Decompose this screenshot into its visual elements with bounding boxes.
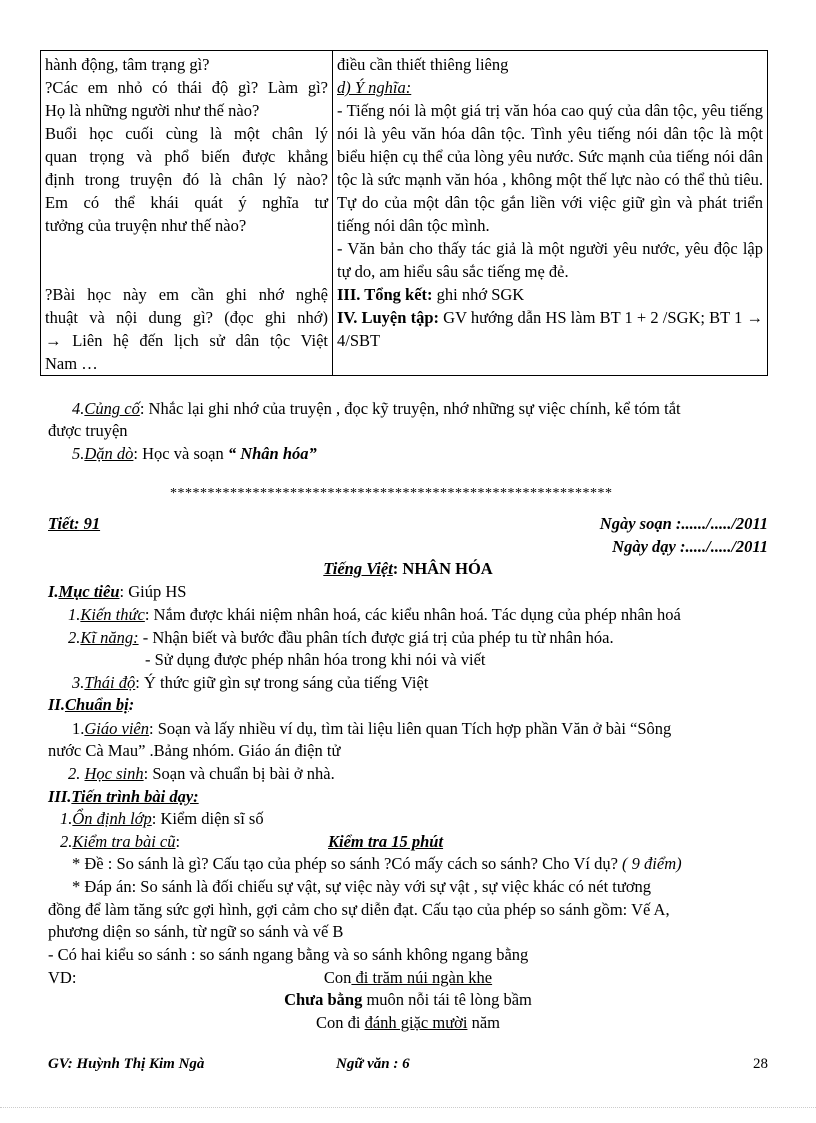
answers-column — [333, 51, 768, 376]
question-line: tưởng của truyện như thế nào? — [45, 216, 247, 235]
student-prep-line: 2. Học sinh: Soạn và chuẩn bị bài ở nhà. — [68, 764, 335, 783]
homework-topic: “ Nhân hóa” — [227, 444, 317, 463]
answer-intro: điều cần thiết thiêng liêng — [337, 55, 509, 74]
homework-line: 5.Dặn dò: Học và soạn “ Nhân hóa” — [72, 444, 317, 463]
page-title: Tiếng Việt: NHÂN HÓA — [323, 559, 493, 578]
poem-line-3: Con đi đánh giặc mười năm — [315, 1013, 501, 1032]
question-line: → Liên hệ đến lịch sử dân tộc Việt — [45, 331, 328, 350]
summary-text: ghi nhớ SGK — [432, 285, 525, 304]
objectives-heading: I.Mục tiêu: Giúp HS — [48, 582, 187, 601]
question-line: hành động, tâm trạng gì? — [45, 55, 210, 74]
teacher-prep-line: 1.Giáo viên: Soạn và lấy nhiều ví dụ, tìm tài liệu liên quan Tích hợp phần Văn ở bài “Sông — [72, 719, 672, 738]
page-edge-divider — [0, 1107, 816, 1108]
consolidation-line-2: được truyện — [48, 421, 128, 440]
page-number: 28 — [753, 1056, 768, 1072]
practice-text: GV hướng dẫn HS làm BT 1 + 2 /SGK; BT 1 → 4/SBT — [337, 308, 764, 350]
question-line: Em có thể khái quát ý nghĩa tư — [45, 193, 328, 212]
question-line: Nam … — [45, 354, 98, 373]
poem-line-2: Chưa bằng muôn nỗi tái tê lòng bầm — [284, 990, 532, 1009]
question-line: Họ là những người như thế nào? — [45, 101, 260, 120]
consolidation-label: Củng cố — [84, 399, 140, 418]
answer-line: * Đáp án: So sánh là đối chiếu sự vật, sự việc này với sự vật , sự việc khác có nét tương — [72, 877, 652, 896]
preparation-heading: II.Chuẩn bị: — [48, 695, 135, 714]
question-line: ?Bài học này em cần ghi nhớ nghệ — [45, 285, 328, 304]
lesson-number: Tiết: 91 — [48, 514, 101, 533]
meaning-paragraph: - Tiếng nói là một giá trị văn hóa cao quý của dân tộc, yêu tiếng nói là yêu văn hóa dân tộc. Tình yêu tiếng nói dân tộc là một biểu hiện cụ thể của lòng yêu nước. Sức mạnh của tiếng nói dân tộc là sức mạnh văn hóa , không một thế lực nào có thể thủ tiêu. Tự do của một dân tộc gắn liền với việc giữ gìn và phát triển tiếng nói dân tộc mình. — [337, 101, 763, 235]
review-line: 2.Kiểm tra bài cũ: — [60, 832, 181, 851]
quiz-title: Kiểm tra 15 phút — [328, 832, 444, 851]
spacer — [45, 237, 328, 283]
question-line: ?Các em nhỏ có thái độ gì? Làm gì? — [45, 78, 328, 97]
question-line: định trong truyện đó là chân lý nào? — [45, 170, 328, 189]
skills-line-2: - Sử dụng được phép nhân hóa trong khi nói và viết — [145, 650, 486, 669]
question-line: thuật và nội dung gì? (đọc ghi nhớ) — [45, 308, 328, 327]
practice-line — [337, 306, 763, 352]
meaning-heading: d) Ý nghĩa: — [337, 78, 412, 97]
lesson-table — [40, 50, 768, 376]
table-row — [41, 51, 768, 376]
class-check-line: 1.Ổn định lớp: Kiểm diện sĩ số — [60, 809, 264, 828]
answer-line: đồng để làm tăng sức gợi hình, gợi cảm cho sự diễn đạt. Cấu tạo của phép so sánh gồm: Vế A, — [48, 900, 670, 919]
skills-line: 2.Kĩ năng: - Nhận biết và bước đầu phân tích được giá trị của phép tu từ nhân hóa. — [68, 628, 614, 647]
answer-line: - Có hai kiểu so sánh : so sánh ngang bằng và so sánh không ngang bằng — [48, 945, 529, 964]
quiz-score: ( 9 điểm) — [622, 854, 682, 873]
consolidation-line: 4.Củng cố: Nhắc lại ghi nhớ của truyện , đọc kỹ truyện, nhớ những sự việc chính, kể tóm tắt — [72, 399, 681, 418]
poem-line-1: Con đi trăm núi ngàn khe — [323, 968, 493, 987]
procedure-heading: III.Tiến trình bài dạy: — [48, 787, 199, 806]
practice-label: IV. Luyện tập: — [337, 308, 440, 327]
example-label: VD: — [48, 968, 77, 987]
quiz-question: * Đề : So sánh là gì? Cấu tạo của phép so sánh ?Có mấy cách so sánh? Cho Ví dụ? ( 9 điểm) — [72, 854, 682, 873]
teach-date: Ngày dạy :...../...../2011 — [612, 537, 768, 556]
teacher-prep-line-2: nước Cà Mau” .Bảng nhóm. Giáo án điện tử — [48, 741, 341, 760]
question-line: Buổi học cuối cùng là một chân lý — [45, 124, 328, 143]
separator-stars: *********************************************************** — [170, 486, 613, 501]
knowledge-line: 1.Kiến thức: Nắm được khái niệm nhân hoá, các kiểu nhân hoá. Tác dụng của phép nhân hoá — [68, 605, 681, 624]
footer-subject: Ngữ văn : 6 — [336, 1056, 410, 1072]
question-line: quan trọng và phổ biến được khẳng — [45, 147, 328, 166]
summary-line — [337, 283, 763, 306]
prep-date: Ngày soạn :....../...../2011 — [599, 514, 768, 533]
homework-label: Dặn dò — [84, 444, 134, 463]
footer-teacher: GV: Huỳnh Thị Kim Ngà — [48, 1056, 205, 1072]
questions-column — [41, 51, 333, 376]
summary-label: III. Tổng kết: — [337, 285, 433, 304]
author-paragraph: - Văn bản cho thấy tác giả là một người yêu nước, yêu độc lập tự do, am hiểu sâu sắc tiếng mẹ đẻ. — [337, 239, 763, 281]
attitude-line: 3.Thái độ: Ý thức giữ gìn sự trong sáng của tiếng Việt — [72, 673, 429, 692]
answer-line: phương diện so sánh, từ ngữ so sánh và vế B — [48, 922, 344, 941]
